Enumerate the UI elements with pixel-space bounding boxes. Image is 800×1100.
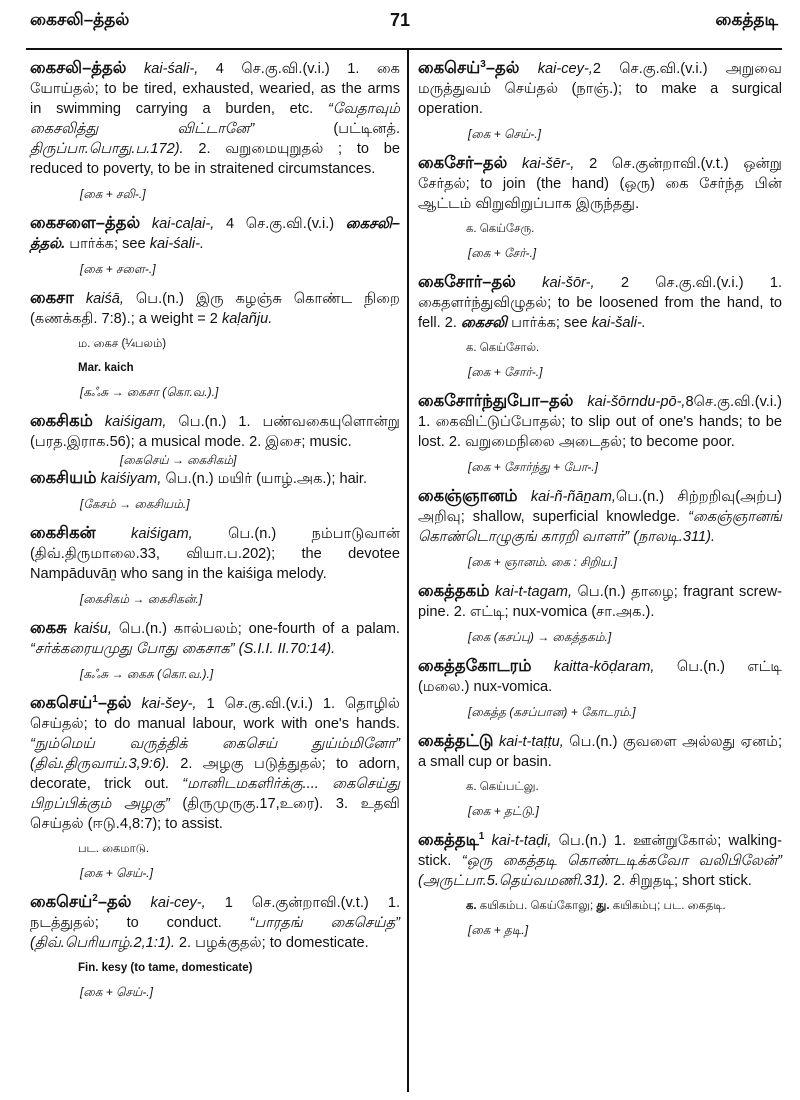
entry-kaisorndupo xyxy=(418,391,782,452)
citation: (நாலடி.311). xyxy=(629,529,716,545)
transliteration: kai-t-tagam, xyxy=(494,584,573,600)
entry-kaiser xyxy=(418,153,782,214)
definition: 8செ.கு.வி.(v.i.) 1. கைவிட்டுப்போதல்; to slip out of one's hands; to be lost. 2. வறுமைநிலை அடைதல்; to become poor. xyxy=(418,394,782,450)
quotation: “ஒரு கைத்தடி கொண்டடிக்கவோ வலிபிலேன்” xyxy=(461,853,783,869)
language-abbrev: து. xyxy=(596,900,610,912)
homonym-number: 3 xyxy=(480,59,486,71)
etymology: [கஃசு → கைசா (கொ.வ.).] xyxy=(80,385,219,399)
transliteration: kaiśā, xyxy=(85,291,124,307)
transliteration: kai-šēr-, xyxy=(521,156,575,172)
entry-kaisey-2 xyxy=(30,892,400,953)
right-column xyxy=(418,58,782,949)
cognate: க. கெய்பட்லு. xyxy=(466,781,539,793)
transliteration: kaiśigam, xyxy=(104,414,167,430)
cognate xyxy=(466,898,782,914)
transliteration: kai-šōrndu-pō-, xyxy=(587,394,686,410)
definition: 2 செ.கு.வி.(v.i.) 1. கைதளர்ந்துவிழுதல்; to be loosened from the hand, to fell. 2. xyxy=(418,275,782,331)
headword: கைசியம் xyxy=(30,469,97,487)
definition: பெ.(n.) சிற்றறிவு(அற்ப) அறிவு; shallow, superficial knowledge. xyxy=(418,489,782,525)
entry-kaittakodaram xyxy=(418,656,782,697)
transliteration: kai-šōr-, xyxy=(542,275,595,291)
running-head-left: கைசலி–த்தல் xyxy=(30,10,130,29)
quotation: “பாரதங் கைசெய்த” xyxy=(249,915,400,931)
see-also: kai-šali-. xyxy=(591,315,646,331)
headword: கைத்தடி xyxy=(418,831,479,849)
headword: கைசு xyxy=(30,619,67,637)
etymology: [கை + செய்-.] xyxy=(80,866,153,880)
entry-kaisey-1 xyxy=(30,693,400,834)
transliteration: kai-cey-, xyxy=(537,61,593,77)
cross-reference: கைசலி xyxy=(461,315,508,331)
cognate-form: கயிகம்பு; பட. கைதடி. xyxy=(609,900,726,912)
etymology: [கை + சளை-.] xyxy=(80,262,156,276)
definition: பெ.(n.) கால்பலம்; one-fourth of a palam. xyxy=(111,621,400,637)
headword: கைசோர்ந்துபோ–தல் xyxy=(418,392,574,410)
definition: 2. சிறுதடி; short stick. xyxy=(608,873,752,889)
definition: பெ.(n.) மயிர் (யாழ்.அக.); hair. xyxy=(161,471,368,487)
cognate-form: கயிகம்ப. கெய்கோலு; xyxy=(476,900,597,912)
definition: 2. வறுமையுறுதல் ; to be reduced to poverty, to be in straitened circumstances. xyxy=(30,141,400,177)
running-head-right: கைத்தடி xyxy=(715,10,778,29)
definition: பெ.(n.) இரு கழஞ்சு கொண்ட நிறை (கணக்கதி. 7:8).; a weight = 2 xyxy=(30,291,400,327)
entry-kaisigam xyxy=(30,411,400,452)
citation: (திவ்.பெரியாழ்.2,1:1). xyxy=(30,935,175,951)
transliteration: kai-šey-, xyxy=(141,696,197,712)
entry-kaisu xyxy=(30,618,400,659)
headword-suffix: –தல் xyxy=(97,694,132,712)
etymology: [கை + சலி-.] xyxy=(80,187,146,201)
headword: கைசெய் xyxy=(30,694,93,712)
headword: கைசா xyxy=(30,289,74,307)
entry-kaisali xyxy=(30,58,400,179)
etymology: [கை + தட்டு.] xyxy=(468,804,539,818)
definition: 4 செ.கு.வி.(v.i.) 1. கை யோய்தல்; to be tired, exhausted, wearied, as the arms in swimming carrying a burden, etc. xyxy=(30,61,400,117)
etymology: [கை + சோர்-.] xyxy=(468,365,543,379)
etymology: [கை + சேர்-.] xyxy=(468,246,537,260)
etymology: [கை (கசப்பு) → கைத்தகம்.] xyxy=(468,630,612,644)
definition: பெ.(n.) 1. பண்வகையுளொன்று (பரத.இராக.56); a musical mode. 2. இசை; music. xyxy=(30,414,400,450)
homonym-number: 1 xyxy=(478,831,485,843)
entry-kaisey-3 xyxy=(418,58,782,119)
headword: கைசலி–த்தல் xyxy=(30,59,127,77)
etymology: [கைசெய் → கைசிகம்] xyxy=(120,453,237,467)
cognate: Fin. kesy (to tame, domesticate) xyxy=(78,962,253,974)
headword: கைசேர்–தல் xyxy=(418,154,508,172)
headword: கைத்தகம் xyxy=(418,582,490,600)
cognate: க. கெய்சேரு. xyxy=(466,223,535,235)
entry-kaisalai xyxy=(30,213,400,254)
transliteration: kai-caḷai-, xyxy=(151,216,215,232)
headword: கைத்தட்டு xyxy=(418,732,494,750)
headword: கைசிகன் xyxy=(30,524,96,542)
etymology: [கைசிகம் → கைசிகன்.] xyxy=(80,592,203,606)
citation: (S.I.I. II.70:14). xyxy=(234,641,336,657)
cognate: Mar. kaich xyxy=(78,362,134,374)
etymology: [கஃசு → கைசு (கொ.வ.).] xyxy=(80,667,214,681)
definition: (திருமுருகு.17,உரை). 3. உதவி செய்தல் (ஈடு.4,8:7); to assist. xyxy=(30,796,400,832)
entry-kaisigan xyxy=(30,523,400,584)
definition: 4 செ.கு.வி.(v.i.) xyxy=(214,216,346,232)
transliteration: kai-t-taḍi, xyxy=(491,833,552,849)
headword-suffix: –தல் xyxy=(97,893,132,911)
quotation: “நும்மெய் வருத்திக் கைசெய் துய்ம்மினோ” xyxy=(30,736,400,752)
etymology: [கை + தடி.] xyxy=(468,923,529,937)
quotation: “மானிடமகளிர்க்கு.... கைசெய்து பிறப்பிக்கும் அழகு” xyxy=(30,776,400,812)
homonym-number: 1 xyxy=(92,694,98,706)
headword: கைசிகம் xyxy=(30,412,93,430)
header-rule xyxy=(26,48,782,50)
definition: 2 செ.குன்றாவி.(v.t.) ஒன்று சேர்தல்; to join (the hand) (ஒரு) கை சேர்ந்த பின் ஆட்டம் விறுவிறுப்பாக இருந்தது. xyxy=(418,156,782,212)
headword: கைஞ்ஞானம் xyxy=(418,487,518,505)
etymology: [கை + செய்-.] xyxy=(80,985,153,999)
see-also: kai-śali-. xyxy=(149,236,205,252)
entry-kaisa xyxy=(30,288,400,329)
entry-kainyanam xyxy=(418,486,782,547)
entry-kaittattu xyxy=(418,731,782,772)
transliteration: kaiśigam, xyxy=(131,526,193,542)
transliteration: kaiśu, xyxy=(73,621,112,637)
quotation: “வேதாவும் கைசலித்து விட்டானே” xyxy=(30,101,400,137)
transliteration: kaitta-kōḍaram, xyxy=(553,659,655,675)
entry-kaisiyam xyxy=(30,468,400,489)
cognate: ம. கைச (¼பலம்) xyxy=(78,338,167,350)
definition: பெ.(n.) நம்பாடுவான் (திவ்.திருமாலை.33, வியா.ப.202); the devotee Nampāduvāṉ who sang in the kaiśiga melody. xyxy=(30,526,400,582)
cognate: க. கெய்சோல். xyxy=(466,342,540,354)
entry-kaisor xyxy=(418,272,782,333)
left-column xyxy=(30,58,400,1011)
etymology: [கை + செய்-.] xyxy=(468,127,541,141)
page-number: 71 xyxy=(389,10,411,30)
definition: பெ.(n.) குவளை அல்லது ஏனம்; a small cup or basin. xyxy=(418,734,782,770)
citation: (அருட்பா.5.தெய்வமணி.31). xyxy=(418,873,609,889)
definition: பெ.(n.) எட்டி (மலை.) nux-vomica. xyxy=(418,659,783,695)
headword: கைசளை–த்தல் xyxy=(30,214,141,232)
homonym-number: 2 xyxy=(92,893,98,905)
definition: பெ.(n.) தாழை; fragrant screw-pine. 2. எட்டி; nux-vomica (சா.அக.). xyxy=(418,584,782,620)
definition: பெ.(n.) 1. ஊன்றுகோல்; walking-stick. xyxy=(418,833,782,869)
definition: 1 செ.கு.வி.(v.i.) 1. தொழில் செய்தல்; to do manual labour, work with one's hands. xyxy=(30,696,400,732)
headword: கைத்தகோடரம் xyxy=(418,657,532,675)
transliteration: kai-ñ-ñāṉam, xyxy=(530,489,616,505)
headword: கைசெய் xyxy=(418,59,481,77)
headword: கைசோர்–தல் xyxy=(418,273,516,291)
cognate: பட. கைமாடு. xyxy=(78,843,150,855)
definition: 2. அழகு படுத்துதல்; to adorn, decorate, trick out. xyxy=(30,756,400,792)
citation: திருப்பா.பொது.ப.172). xyxy=(30,141,184,157)
etymology: [கை + சோர்ந்து + போ-.] xyxy=(468,460,598,474)
quotation: “கைஞ்ஞானங் கொண்டொழுகுங் காரறி வாளர்” xyxy=(418,509,782,545)
transliteration: kaḷañju. xyxy=(221,311,273,327)
transliteration: kai-t-taṭṭu, xyxy=(498,734,564,750)
transliteration: kaiśiyam, xyxy=(100,471,162,487)
definition: பார்க்க; see xyxy=(65,236,150,252)
transliteration: kai-śali-, xyxy=(143,61,199,77)
citation: (திவ்.திருவாய்.3,9:6). xyxy=(30,756,170,772)
headword-suffix: –தல் xyxy=(485,59,520,77)
transliteration: kai-cey-, xyxy=(150,895,206,911)
quotation: “சர்க்கரையமுது போது கைசாக” xyxy=(30,641,235,657)
definition: 2 செ.கு.வி.(v.i.) அறுவை மருத்துவம் செய்தல் (நாஞ்.); to make a surgical operation. xyxy=(418,61,782,117)
column-divider xyxy=(407,50,409,1092)
definition: 1 செ.குன்றாவி.(v.t.) 1. நடத்துதல்; to conduct. xyxy=(30,895,400,931)
entry-kaittadi xyxy=(418,830,782,891)
language-abbrev: க. xyxy=(466,900,477,912)
definition: பார்க்க; see xyxy=(507,315,592,331)
cross-reference: கைசலி–த்தல். xyxy=(30,216,401,252)
etymology: [கைத்த (கசப்பான) + கோடரம்.] xyxy=(468,705,636,719)
headword: கைசெய் xyxy=(30,893,93,911)
etymology: [கை + ஞானம். கை : சிறிய.] xyxy=(468,555,617,569)
definition: 2. பழக்குதல்; to domesticate. xyxy=(174,935,369,951)
entry-kaittagam xyxy=(418,581,782,622)
etymology: [கேசம் → கைசியம்.] xyxy=(80,497,190,511)
definition: (பட்டினத். xyxy=(254,121,401,137)
